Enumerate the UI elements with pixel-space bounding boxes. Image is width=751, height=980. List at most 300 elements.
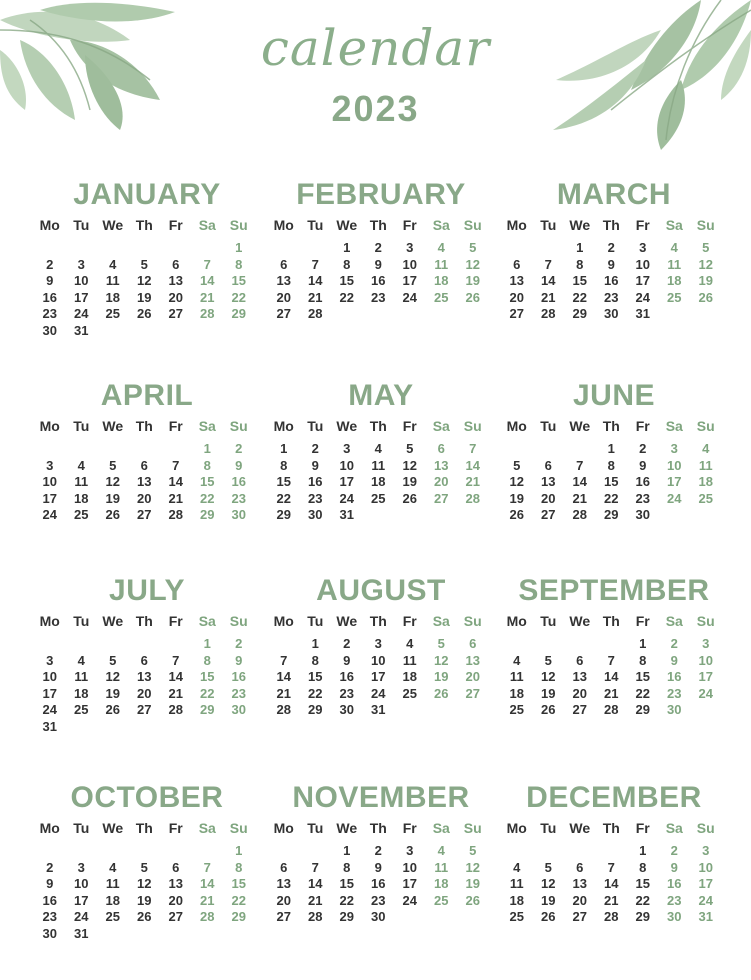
month-name: SEPTEMBER xyxy=(518,574,710,607)
day-cell: 28 xyxy=(168,507,183,522)
day-cell: 5 xyxy=(544,859,552,875)
weekday-header: Sa xyxy=(665,613,683,629)
day-cell: 27 xyxy=(509,306,524,321)
day-cell: 17 xyxy=(698,669,713,684)
empty-cell xyxy=(97,240,129,257)
day-cell: 25 xyxy=(434,289,449,305)
weekday-header: Mo xyxy=(273,820,294,836)
day-cell: 25 xyxy=(698,490,713,506)
weekday-header: Sa xyxy=(198,217,216,233)
weekday-header: Tu xyxy=(73,820,90,836)
day-cell: 6 xyxy=(469,636,477,651)
day-cell: 26 xyxy=(105,702,120,717)
day-cell: 1 xyxy=(203,441,211,456)
day-cell: 3 xyxy=(406,240,414,255)
empty-cell xyxy=(66,636,98,653)
day-cell: 11 xyxy=(667,256,682,272)
day-cell: 6 xyxy=(140,457,148,473)
day-cell: 31 xyxy=(698,909,713,924)
day-cell: 8 xyxy=(311,652,319,668)
day-cell: 21 xyxy=(168,490,183,506)
day-cell: 30 xyxy=(231,702,246,717)
day-cell: 17 xyxy=(402,273,417,288)
day-cell: 3 xyxy=(46,457,54,473)
month-november xyxy=(268,781,494,926)
day-cell: 30 xyxy=(371,909,386,924)
day-cell: 23 xyxy=(42,306,57,321)
day-cell: 25 xyxy=(402,685,417,701)
day-cell: 30 xyxy=(667,702,682,717)
day-cell: 15 xyxy=(635,876,650,891)
day-cell: 5 xyxy=(109,652,117,668)
weekday-header: Mo xyxy=(273,217,294,233)
day-cell: 30 xyxy=(308,507,323,522)
day-cell: 27 xyxy=(168,306,183,321)
day-cell: 1 xyxy=(203,636,211,651)
day-cell: 3 xyxy=(670,441,678,456)
weekday-header: Mo xyxy=(39,418,60,434)
day-cell: 29 xyxy=(276,507,291,522)
day-cell: 7 xyxy=(311,859,319,875)
day-cell: 7 xyxy=(203,859,211,875)
day-cell: 5 xyxy=(140,859,148,875)
day-cell: 18 xyxy=(434,876,449,891)
weekday-header: Mo xyxy=(39,613,60,629)
empty-cell xyxy=(533,843,565,860)
day-cell: 19 xyxy=(105,490,120,506)
day-cell: 6 xyxy=(280,859,288,875)
day-cell: 22 xyxy=(231,892,246,908)
day-cell: 13 xyxy=(465,652,480,668)
day-cell: 23 xyxy=(42,909,57,924)
day-cell: 11 xyxy=(402,652,417,668)
day-cell: 9 xyxy=(607,256,615,272)
month-name: MARCH xyxy=(556,178,672,211)
month-grid xyxy=(34,417,260,524)
day-cell: 13 xyxy=(137,474,152,489)
day-cell: 10 xyxy=(698,652,713,668)
day-cell: 2 xyxy=(607,240,615,255)
day-cell: 3 xyxy=(702,636,710,651)
weekday-header: Tu xyxy=(73,613,90,629)
day-cell: 26 xyxy=(465,892,480,908)
day-cell: 25 xyxy=(74,507,89,522)
day-cell: 11 xyxy=(105,273,120,288)
day-cell: 8 xyxy=(203,652,211,668)
weekday-header: We xyxy=(336,820,358,836)
day-cell: 6 xyxy=(140,652,148,668)
day-cell: 6 xyxy=(576,652,584,668)
day-cell: 2 xyxy=(670,843,678,858)
day-cell: 18 xyxy=(667,273,682,288)
day-cell: 2 xyxy=(374,843,382,858)
day-cell: 22 xyxy=(339,892,354,908)
weekday-header: Th xyxy=(135,820,153,836)
day-cell: 15 xyxy=(200,474,215,489)
day-cell: 24 xyxy=(371,685,386,701)
day-cell: 20 xyxy=(572,685,587,701)
day-cell: 21 xyxy=(604,892,619,908)
day-cell: 17 xyxy=(635,273,650,288)
day-cell: 14 xyxy=(200,876,215,891)
day-cell: 30 xyxy=(667,909,682,924)
day-cell: 20 xyxy=(168,892,183,908)
day-cell: 19 xyxy=(137,892,152,908)
empty-cell xyxy=(268,636,300,653)
day-cell: 8 xyxy=(235,859,243,875)
day-cell: 28 xyxy=(308,306,323,321)
day-cell: 5 xyxy=(513,457,521,473)
day-cell: 3 xyxy=(77,859,85,875)
day-cell: 23 xyxy=(604,289,619,305)
day-cell: 21 xyxy=(572,490,587,506)
day-cell: 10 xyxy=(402,256,417,272)
day-cell: 31 xyxy=(42,718,57,734)
day-cell: 18 xyxy=(105,892,120,908)
weekday-header: Fr xyxy=(635,217,650,233)
month-grid xyxy=(268,216,494,323)
day-cell: 4 xyxy=(374,441,382,456)
month-name: OCTOBER xyxy=(70,781,224,814)
day-cell: 10 xyxy=(74,273,89,288)
day-cell: 4 xyxy=(77,457,85,473)
day-cell: 4 xyxy=(406,636,414,651)
day-cell: 8 xyxy=(607,457,615,473)
weekday-header: Su xyxy=(696,418,715,434)
day-cell: 25 xyxy=(434,892,449,908)
day-cell: 19 xyxy=(541,685,556,701)
day-cell: 2 xyxy=(343,636,351,651)
weekday-header: We xyxy=(569,820,591,836)
day-cell: 1 xyxy=(576,240,584,255)
day-cell: 7 xyxy=(607,859,615,875)
month-name: APRIL xyxy=(100,379,194,412)
day-cell: 7 xyxy=(469,441,477,456)
month-grid xyxy=(268,417,494,524)
empty-cell xyxy=(160,240,192,257)
day-cell: 11 xyxy=(434,859,449,875)
day-cell: 19 xyxy=(698,273,713,288)
month-july xyxy=(34,574,260,735)
weekday-header: Tu xyxy=(540,613,557,629)
day-cell: 13 xyxy=(541,474,556,489)
day-cell: 9 xyxy=(374,256,382,272)
month-february xyxy=(268,178,494,323)
day-cell: 14 xyxy=(200,273,215,288)
weekday-header: Mo xyxy=(506,613,527,629)
day-cell: 11 xyxy=(698,457,713,473)
day-cell: 17 xyxy=(371,669,386,684)
empty-cell xyxy=(533,240,565,257)
day-cell: 9 xyxy=(639,457,647,473)
empty-cell xyxy=(34,636,66,653)
day-cell: 2 xyxy=(235,441,243,456)
day-cell: 26 xyxy=(434,685,449,701)
day-cell: 9 xyxy=(311,457,319,473)
empty-cell xyxy=(564,441,596,458)
day-cell: 23 xyxy=(667,685,682,701)
empty-cell xyxy=(66,843,98,860)
day-cell: 24 xyxy=(698,892,713,908)
day-cell: 29 xyxy=(635,909,650,924)
day-cell: 27 xyxy=(137,702,152,717)
day-cell: 16 xyxy=(371,273,386,288)
weekday-header: Su xyxy=(696,613,715,629)
day-cell: 14 xyxy=(604,876,619,891)
day-cell: 24 xyxy=(74,909,89,924)
day-cell: 7 xyxy=(544,256,552,272)
day-cell: 15 xyxy=(339,273,354,288)
day-cell: 21 xyxy=(308,892,323,908)
weekday-header: Sa xyxy=(198,613,216,629)
day-cell: 11 xyxy=(74,474,89,489)
day-cell: 22 xyxy=(635,892,650,908)
day-cell: 12 xyxy=(541,876,556,891)
day-cell: 19 xyxy=(137,289,152,305)
day-cell: 6 xyxy=(172,859,180,875)
empty-cell xyxy=(300,843,332,860)
day-cell: 24 xyxy=(635,289,650,305)
day-cell: 15 xyxy=(231,876,246,891)
day-cell: 20 xyxy=(137,685,152,701)
day-cell: 26 xyxy=(465,289,480,305)
day-cell: 11 xyxy=(371,457,386,473)
empty-cell xyxy=(129,636,161,653)
day-cell: 16 xyxy=(371,876,386,891)
day-cell: 16 xyxy=(667,669,682,684)
day-cell: 19 xyxy=(434,669,449,684)
weekday-header: Su xyxy=(463,820,482,836)
empty-cell xyxy=(564,843,596,860)
day-cell: 11 xyxy=(74,669,89,684)
month-name: DECEMBER xyxy=(526,781,702,814)
day-cell: 9 xyxy=(374,859,382,875)
weekday-header: Fr xyxy=(402,613,417,629)
day-cell: 25 xyxy=(667,289,682,305)
day-cell: 25 xyxy=(105,909,120,924)
day-cell: 3 xyxy=(77,256,85,272)
day-cell: 30 xyxy=(231,507,246,522)
empty-cell xyxy=(596,843,628,860)
day-cell: 1 xyxy=(639,636,647,651)
day-cell: 17 xyxy=(42,685,57,701)
day-cell: 2 xyxy=(46,859,54,875)
day-cell: 16 xyxy=(231,474,246,489)
day-cell: 14 xyxy=(308,273,323,288)
empty-cell xyxy=(192,843,224,860)
month-grid xyxy=(34,216,260,339)
day-cell: 5 xyxy=(140,256,148,272)
day-cell: 15 xyxy=(604,474,619,489)
day-cell: 20 xyxy=(434,474,449,489)
day-cell: 29 xyxy=(200,702,215,717)
day-cell: 19 xyxy=(465,876,480,891)
day-cell: 12 xyxy=(698,256,713,272)
weekday-header: Th xyxy=(602,217,620,233)
weekday-header: We xyxy=(336,217,358,233)
month-name: JANUARY xyxy=(73,178,221,211)
month-name: JULY xyxy=(109,574,185,607)
day-cell: 14 xyxy=(465,457,480,473)
day-cell: 1 xyxy=(607,441,615,456)
day-cell: 27 xyxy=(541,507,556,522)
day-cell: 14 xyxy=(572,474,587,489)
day-cell: 10 xyxy=(402,859,417,875)
weekday-header: Tu xyxy=(540,217,557,233)
day-cell: 7 xyxy=(311,256,319,272)
day-cell: 1 xyxy=(639,843,647,858)
day-cell: 10 xyxy=(74,876,89,891)
day-cell: 22 xyxy=(200,490,215,506)
day-cell: 10 xyxy=(339,457,354,473)
day-cell: 6 xyxy=(544,457,552,473)
day-cell: 25 xyxy=(509,702,524,717)
day-cell: 5 xyxy=(469,240,477,255)
month-grid xyxy=(268,819,494,926)
day-cell: 13 xyxy=(137,669,152,684)
day-cell: 4 xyxy=(702,441,710,456)
day-cell: 3 xyxy=(406,843,414,858)
day-cell: 1 xyxy=(343,843,351,858)
day-cell: 10 xyxy=(635,256,650,272)
day-cell: 31 xyxy=(339,507,354,522)
month-april xyxy=(34,379,260,524)
day-cell: 5 xyxy=(469,843,477,858)
day-cell: 13 xyxy=(168,273,183,288)
day-cell: 20 xyxy=(168,289,183,305)
day-cell: 17 xyxy=(74,892,89,908)
month-name: NOVEMBER xyxy=(292,781,470,814)
weekday-header: Th xyxy=(602,820,620,836)
day-cell: 14 xyxy=(168,474,183,489)
empty-cell xyxy=(129,441,161,458)
weekday-header: Mo xyxy=(506,217,527,233)
day-cell: 3 xyxy=(46,652,54,668)
weekday-header: We xyxy=(569,613,591,629)
day-cell: 7 xyxy=(203,256,211,272)
day-cell: 5 xyxy=(544,652,552,668)
day-cell: 10 xyxy=(42,474,57,489)
day-cell: 3 xyxy=(374,636,382,651)
day-cell: 20 xyxy=(572,892,587,908)
day-cell: 21 xyxy=(541,289,556,305)
day-cell: 23 xyxy=(339,685,354,701)
day-cell: 26 xyxy=(541,909,556,924)
day-cell: 2 xyxy=(639,441,647,456)
day-cell: 5 xyxy=(702,240,710,255)
empty-cell xyxy=(564,636,596,653)
empty-cell xyxy=(533,636,565,653)
day-cell: 7 xyxy=(607,652,615,668)
empty-cell xyxy=(34,843,66,860)
weekday-header: Su xyxy=(463,418,482,434)
weekday-header: We xyxy=(336,418,358,434)
day-cell: 23 xyxy=(371,892,386,908)
day-cell: 25 xyxy=(509,909,524,924)
day-cell: 29 xyxy=(572,306,587,321)
month-grid xyxy=(34,612,260,735)
month-may xyxy=(268,379,494,524)
day-cell: 23 xyxy=(667,892,682,908)
day-cell: 8 xyxy=(343,256,351,272)
day-cell: 25 xyxy=(371,490,386,506)
day-cell: 23 xyxy=(231,490,246,506)
day-cell: 9 xyxy=(46,876,54,891)
day-cell: 11 xyxy=(509,669,524,684)
day-cell: 5 xyxy=(437,636,445,651)
day-cell: 29 xyxy=(231,909,246,924)
day-cell: 26 xyxy=(137,306,152,321)
weekday-header: Sa xyxy=(198,418,216,434)
weekday-header: Th xyxy=(369,613,387,629)
day-cell: 28 xyxy=(465,490,480,506)
day-cell: 17 xyxy=(74,289,89,305)
weekday-header: Su xyxy=(463,613,482,629)
day-cell: 14 xyxy=(168,669,183,684)
empty-cell xyxy=(501,843,533,860)
day-cell: 6 xyxy=(172,256,180,272)
weekday-header: Mo xyxy=(506,418,527,434)
day-cell: 10 xyxy=(42,669,57,684)
day-cell: 6 xyxy=(513,256,521,272)
weekday-header: Mo xyxy=(273,418,294,434)
day-cell: 1 xyxy=(311,636,319,651)
day-cell: 5 xyxy=(109,457,117,473)
empty-cell xyxy=(160,441,192,458)
day-cell: 6 xyxy=(576,859,584,875)
weekday-header: Tu xyxy=(540,820,557,836)
day-cell: 12 xyxy=(402,457,417,473)
day-cell: 13 xyxy=(509,273,524,288)
day-cell: 20 xyxy=(541,490,556,506)
day-cell: 22 xyxy=(276,490,291,506)
empty-cell xyxy=(501,240,533,257)
weekday-header: Fr xyxy=(168,613,183,629)
day-cell: 30 xyxy=(635,507,650,522)
weekday-header: Fr xyxy=(168,820,183,836)
day-cell: 22 xyxy=(339,289,354,305)
day-cell: 9 xyxy=(343,652,351,668)
weekday-header: Fr xyxy=(635,820,650,836)
weekday-header: We xyxy=(102,418,124,434)
weekday-header: Mo xyxy=(273,613,294,629)
day-cell: 31 xyxy=(635,306,650,321)
day-cell: 17 xyxy=(667,474,682,489)
day-cell: 8 xyxy=(235,256,243,272)
month-grid xyxy=(501,612,727,719)
day-cell: 31 xyxy=(74,925,89,941)
day-cell: 21 xyxy=(604,685,619,701)
day-cell: 12 xyxy=(137,876,152,891)
weekday-header: Fr xyxy=(635,613,650,629)
day-cell: 23 xyxy=(308,490,323,506)
day-cell: 12 xyxy=(105,474,120,489)
day-cell: 1 xyxy=(235,240,243,255)
day-cell: 19 xyxy=(541,892,556,908)
day-cell: 28 xyxy=(604,909,619,924)
day-cell: 13 xyxy=(434,457,449,473)
day-cell: 16 xyxy=(42,892,57,908)
day-cell: 15 xyxy=(231,273,246,288)
day-cell: 6 xyxy=(280,256,288,272)
month-march xyxy=(501,178,727,323)
weekday-header: We xyxy=(102,217,124,233)
day-cell: 10 xyxy=(371,652,386,668)
day-cell: 28 xyxy=(276,702,291,717)
day-cell: 13 xyxy=(572,669,587,684)
day-cell: 31 xyxy=(74,322,89,338)
day-cell: 23 xyxy=(635,490,650,506)
